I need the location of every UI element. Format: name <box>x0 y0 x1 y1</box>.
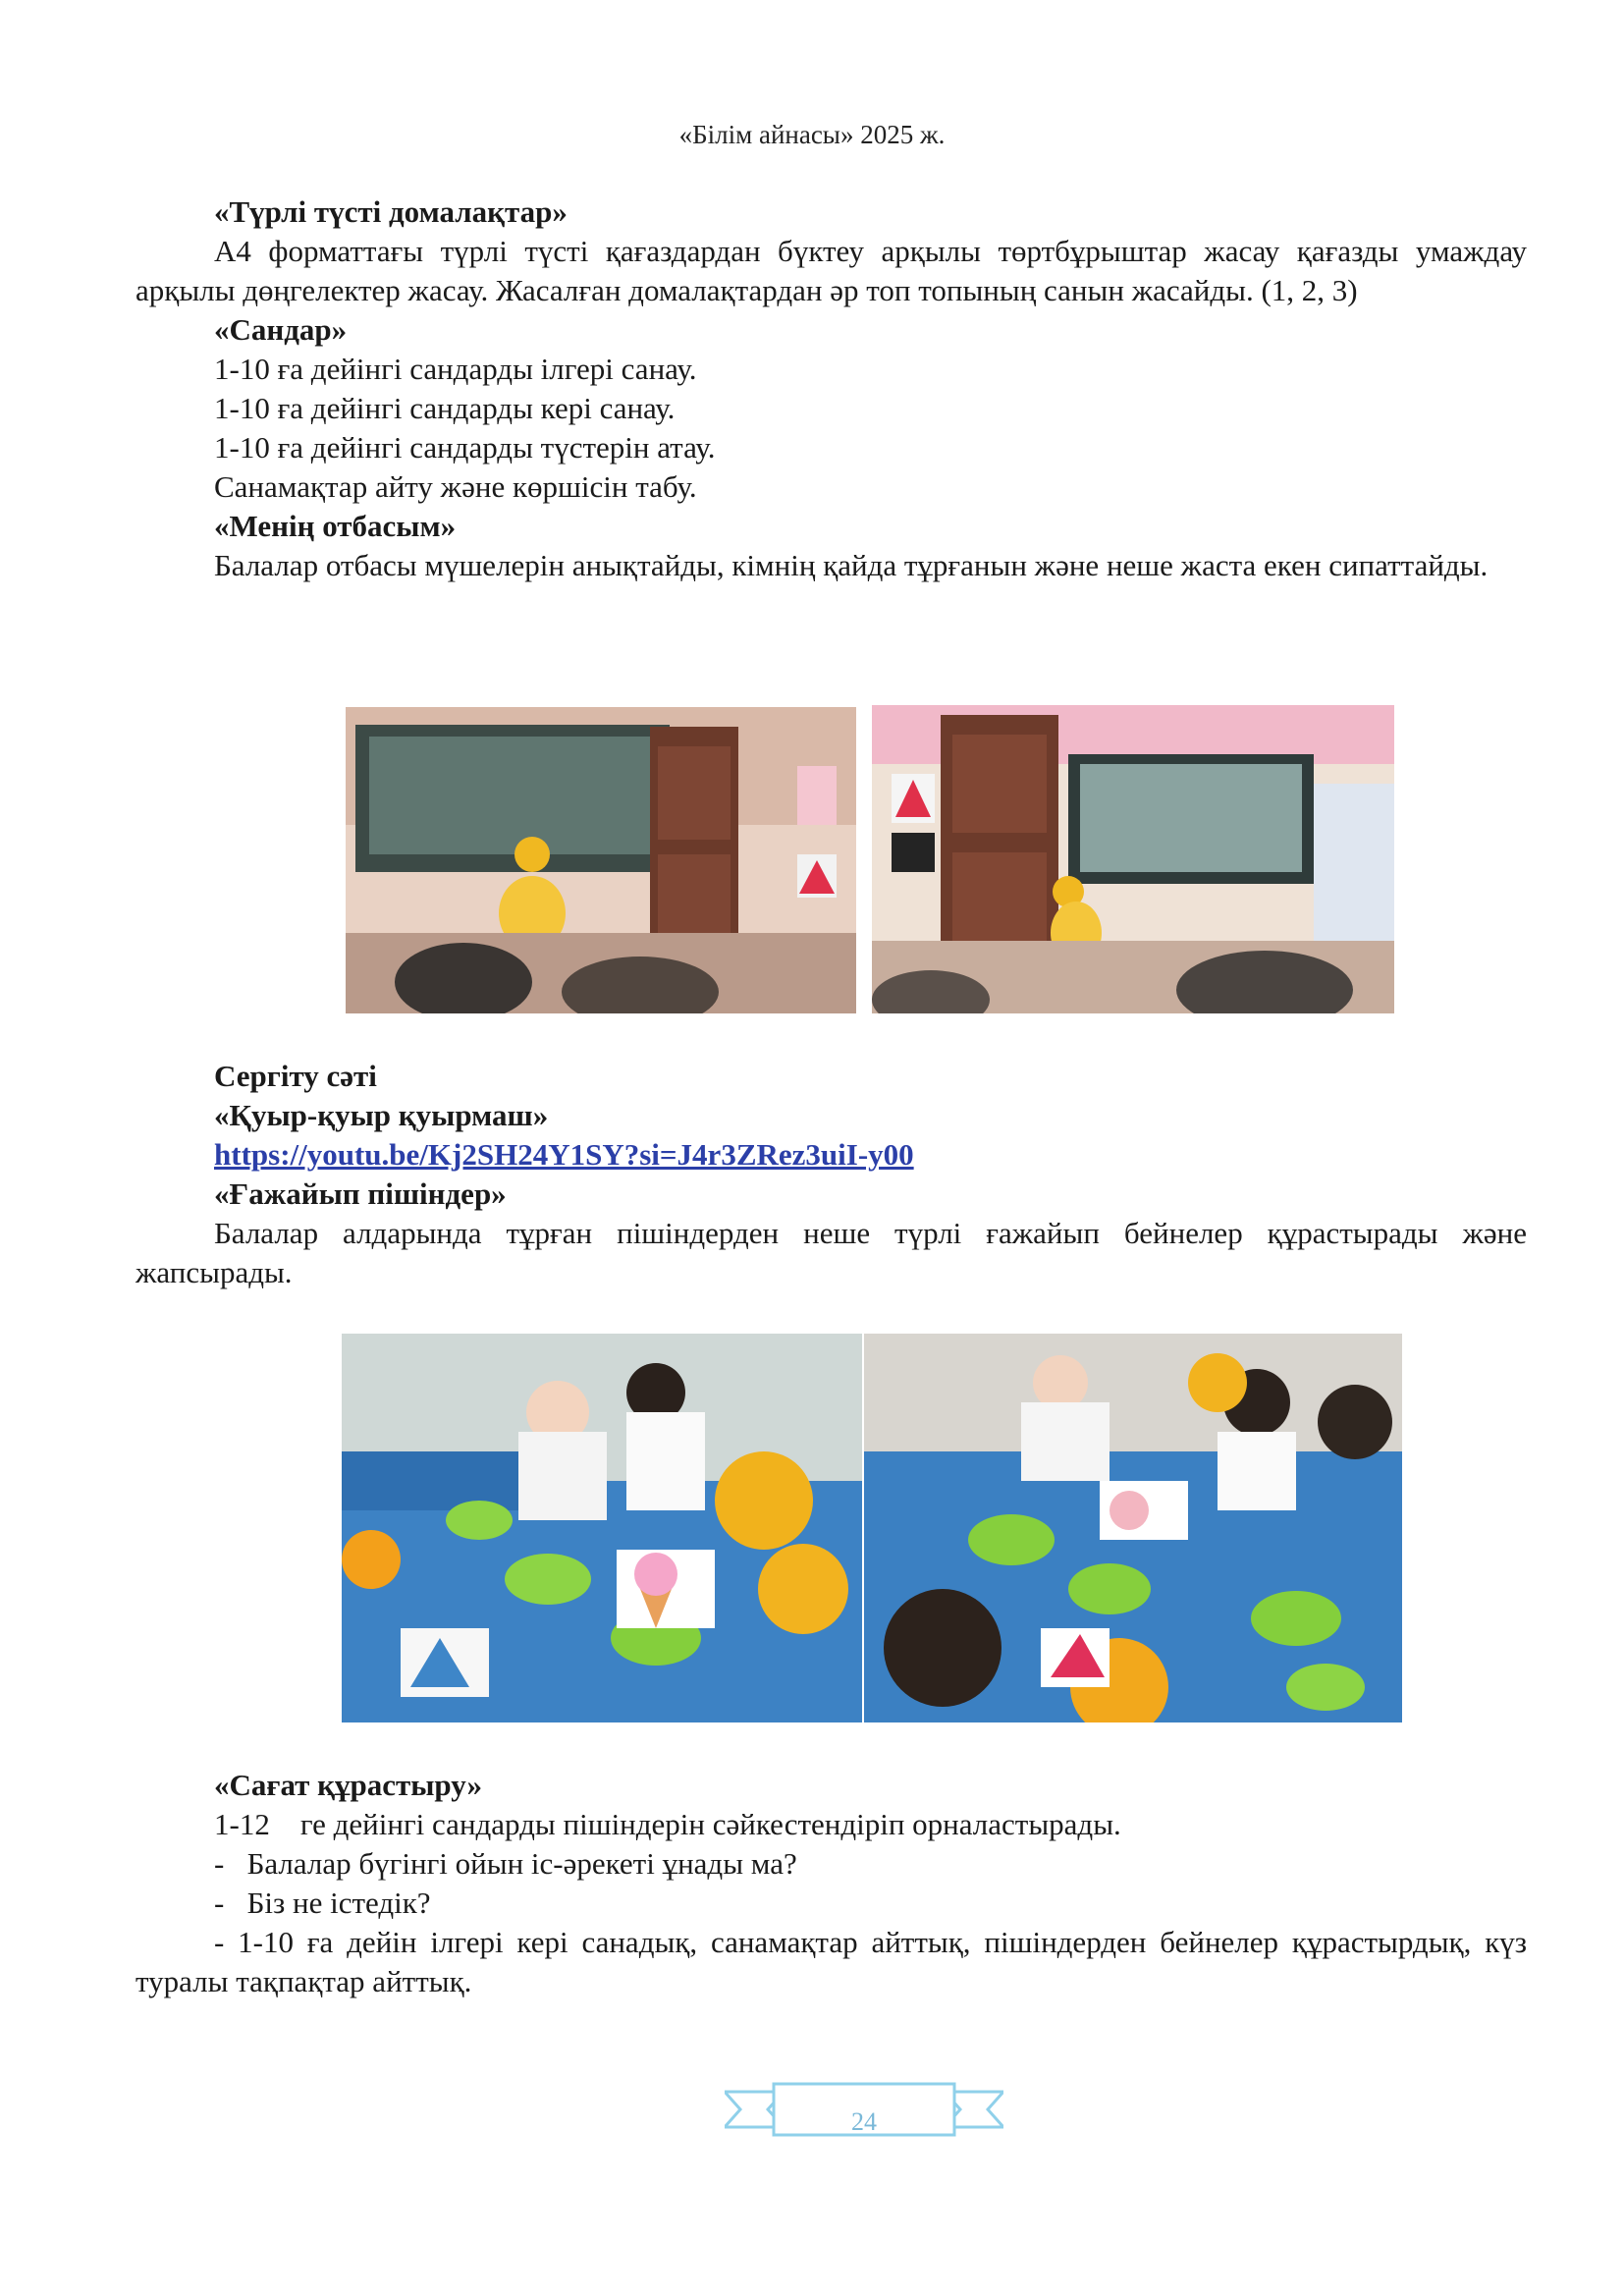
list-item: - Балалар бүгінгі ойын іс-әрекеті ұнады ма? <box>214 1846 797 1881</box>
list-item: 1-10 ға дейінгі сандарды ілгері санау. <box>214 352 697 386</box>
photo-children-table-right <box>864 1334 1402 1722</box>
section-title-colored-balls: «Түрлі түсті домалақтар» <box>214 194 568 229</box>
section-title-amazing-shapes: «Ғажайып пішіндер» <box>214 1176 507 1211</box>
list-item: 1-10 ға дейінгі сандарды түстерін атау. <box>214 430 716 465</box>
text-block-2 <box>135 1057 1527 1292</box>
list-item: 1-10 ға дейінгі сандарды кері санау. <box>214 391 676 425</box>
paragraph-colored-balls: А4 форматтағы түрлі түсті қағаздардан бүктеу арқылы төртбұрыштар жасау қағазды умаждау арқылы дөңгелектер жасау. Жасалған домалақтардан әр топ топының санын жасайды. (1, 2, 3) <box>135 234 1527 307</box>
page-number: 24 <box>851 2107 877 2136</box>
journal-header: «Білім айнасы» 2025 ж. <box>678 120 946 149</box>
list-item: Санамақтар айту және көршісін табу. <box>214 469 697 504</box>
section-title-numbers: «Сандар» <box>214 312 348 347</box>
section-title-song: «Қуыр-қуыр қуырмаш» <box>214 1098 549 1132</box>
list-item: 1-12 ге дейінгі сандарды пішіндерін сәйкестендіріп орналастырады. <box>214 1807 1121 1841</box>
paragraph-summary: - 1-10 ға дейін ілгері кері санадық, санамақтар айттық, пішіндерден бейнелер құрастырдық, күз туралы тақпақтар айттық. <box>135 1925 1527 1998</box>
paragraph-my-family: Балалар отбасы мүшелерін анықтайды, кімнің қайда тұрғанын және неше жаста екен сипаттайды. <box>214 548 1489 582</box>
paragraph-amazing-shapes: Балалар алдарында тұрған пішіндерден неше түрлі ғажайып бейнелер құрастырады және жапсырады. <box>135 1216 1527 1289</box>
section-title-my-family: «Менің отбасым» <box>214 509 457 543</box>
text-block-1 <box>135 192 1527 585</box>
photo-classroom-screen-right <box>872 705 1394 1013</box>
video-link[interactable]: https://youtu.be/Kj2SH24Y1SY?si=J4r3ZRez3uiI-y00 <box>214 1137 914 1172</box>
text-block-3 <box>135 1766 1527 2001</box>
section-title-clock: «Сағат құрастыру» <box>214 1768 483 1802</box>
section-title-refresh: Сергіту сәті <box>214 1059 377 1093</box>
list-item: - Біз не істедік? <box>214 1886 431 1920</box>
photo-classroom-screen-left <box>346 707 856 1013</box>
photo-children-table-left <box>342 1334 862 1722</box>
